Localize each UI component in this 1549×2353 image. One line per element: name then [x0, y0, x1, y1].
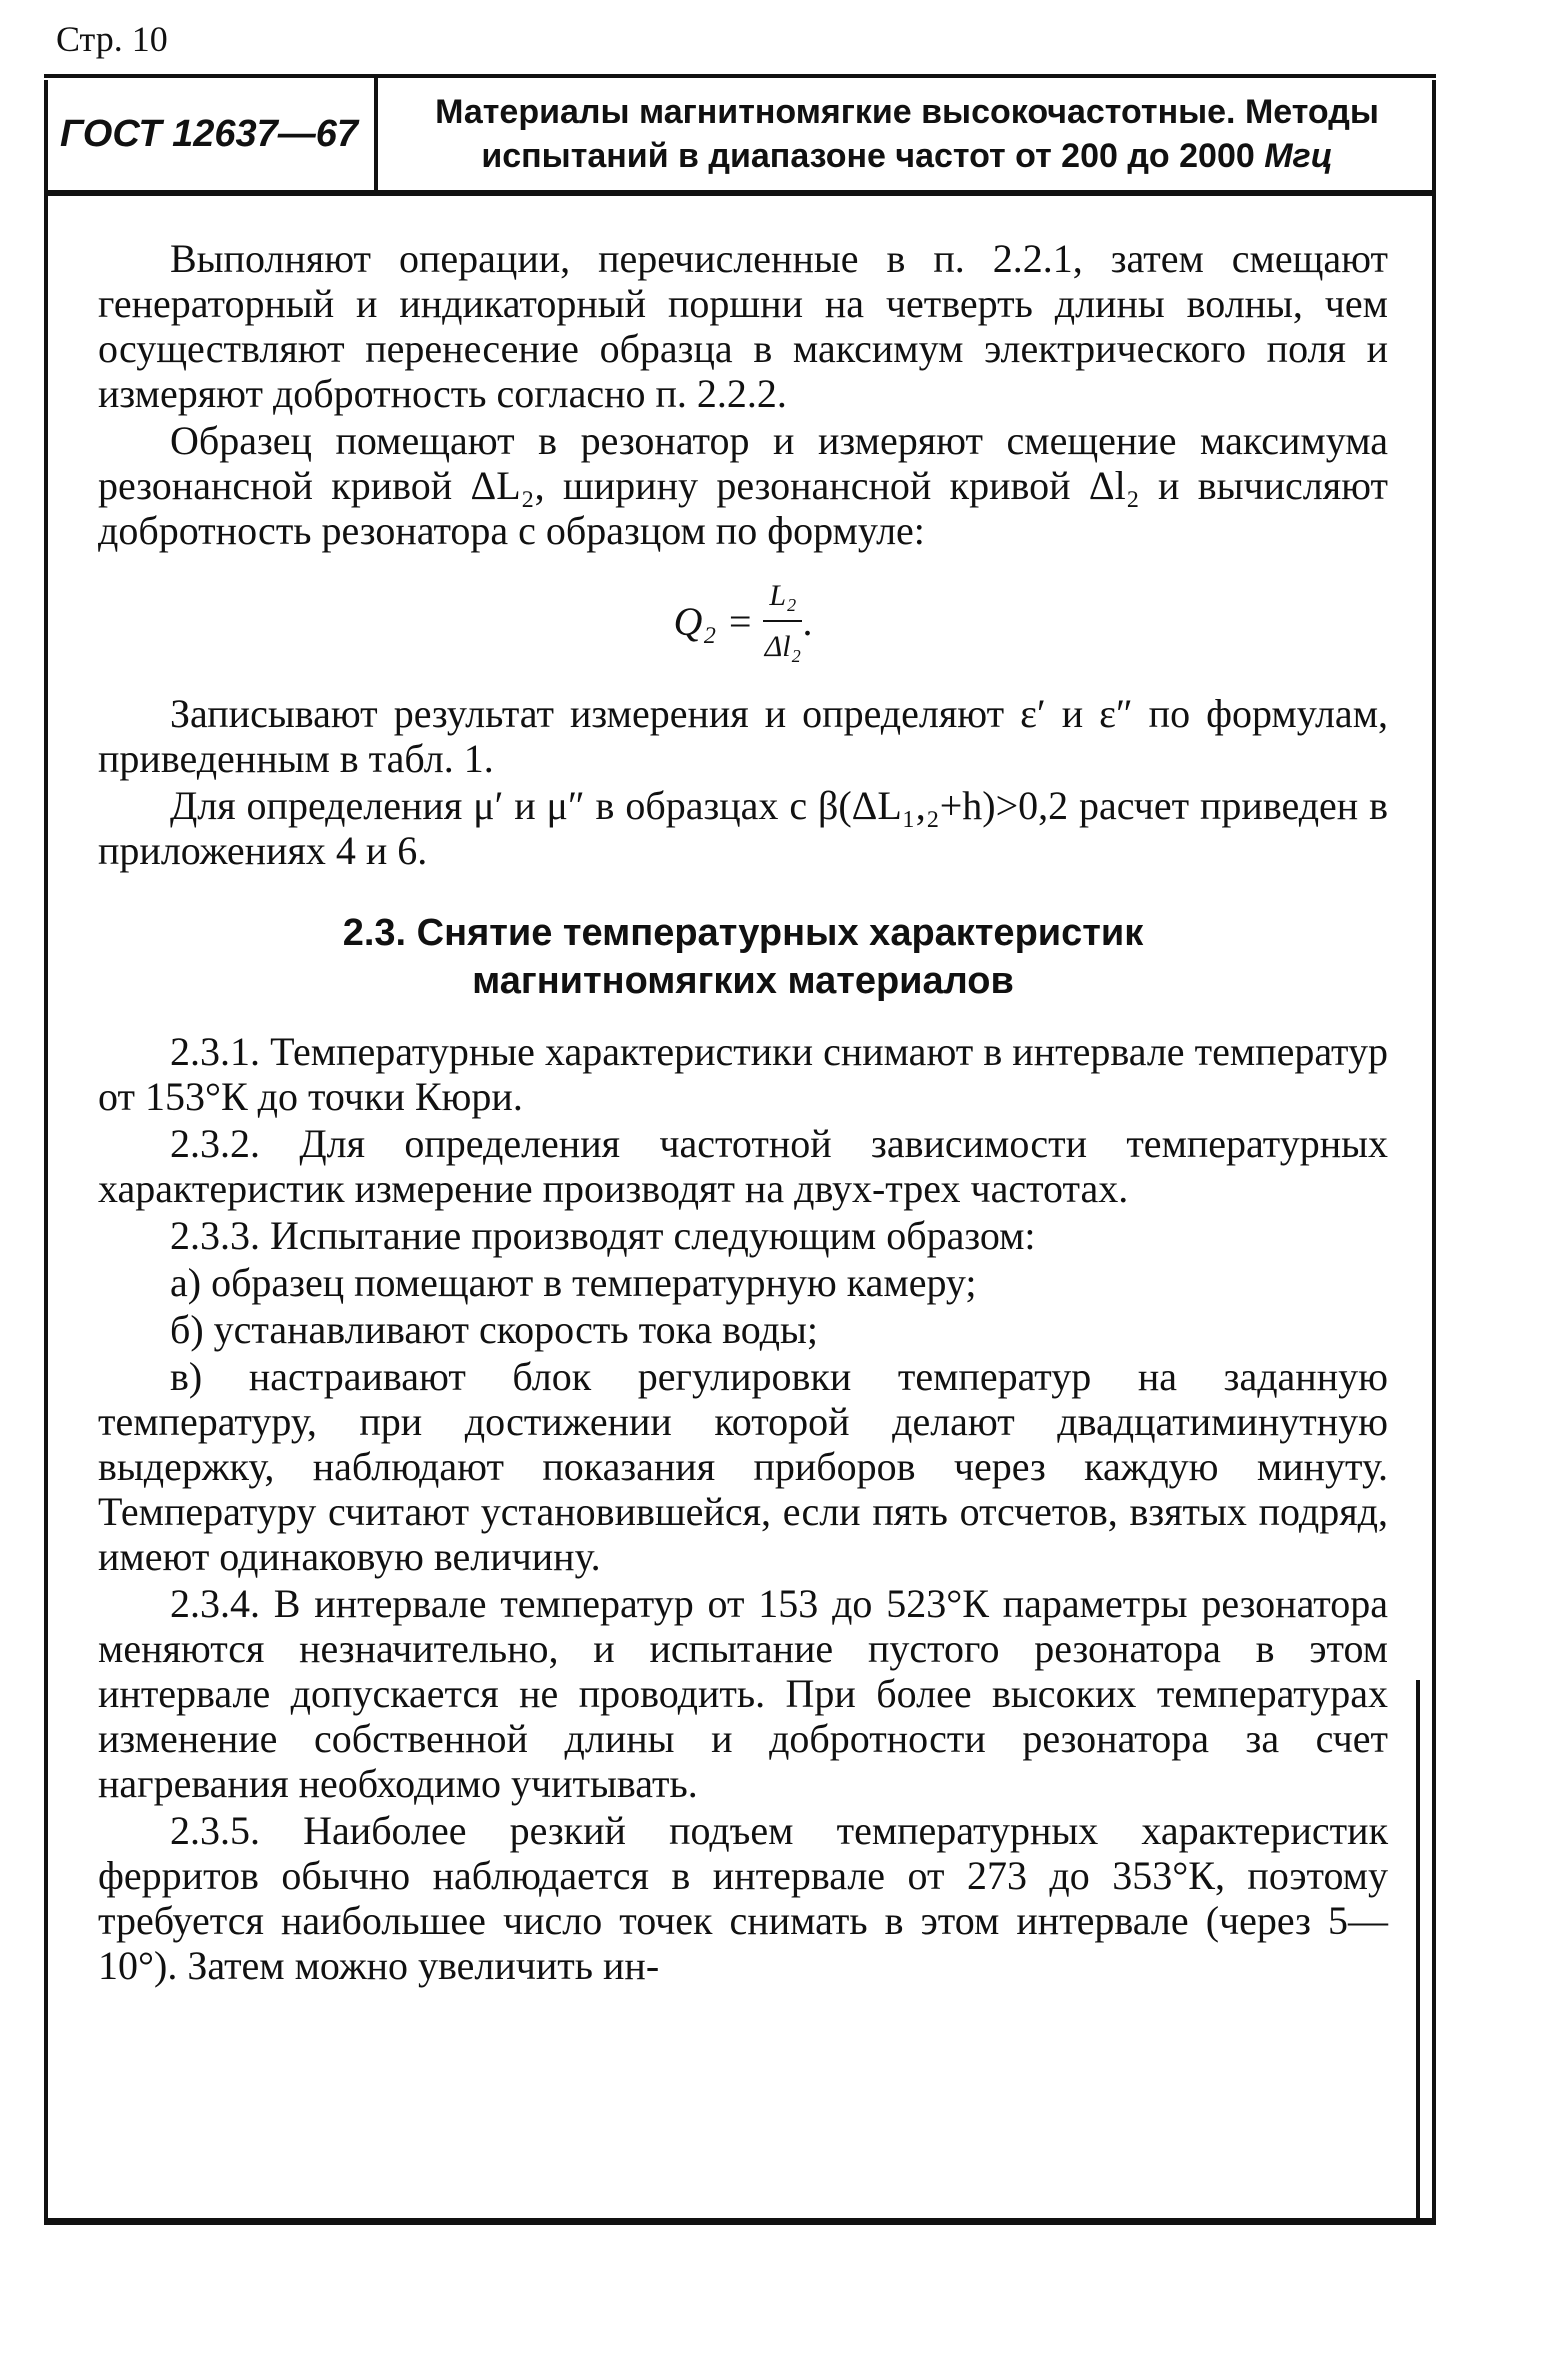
standard-number: [44, 78, 378, 190]
title-line-2: [481, 134, 1332, 178]
list-item-b: б) устанавливают скорость тока воды;: [170, 1307, 818, 1352]
clause-2-3-4: 2.3.4. В интервале температур от 153 до 523°К параметры резонатора меняются незначительно, и испытание пустого резонатора в этом интервале допускается не проводить. При более высоких температурах изменение собственной длины и добротности резонатора за счет нагревания необходимо учитывать.: [98, 1581, 1388, 1806]
title-line-2-text: испытаний в диапазоне частот от 200 до 2000: [481, 137, 1255, 175]
title-unit: Мгц: [1264, 137, 1333, 175]
formula-q2: [98, 571, 1388, 671]
document-header: [44, 74, 1436, 196]
section-title: [98, 909, 1388, 1005]
formula-lhs: Q₂ =: [673, 598, 754, 644]
list-item-a: а) образец помещают в температурную камеру;: [170, 1260, 977, 1305]
paragraph-permeability: Для определения μ′ и μ″ в образцах с β(ΔL₁,₂+h)>0,2 расчет приведен в приложениях 4 и 6.: [98, 783, 1388, 873]
paragraph-sample: Образец помещают в резонатор и измеряют смещение максимума резонансной кривой ΔL₂, ширину резонансной кривой Δl₂ и вычисляют добротность резонатора с образцом по формуле:: [98, 418, 1388, 553]
paragraph-operations: Выполняют операции, перечисленные в п. 2.2.1, затем смещают генераторный и индикаторный поршни на четверть длины волны, чем осуществляют перенесение образца в максимум электрического поля и измеряют добротность согласно п. 2.2.2.: [98, 236, 1388, 416]
list-item-c: в) настраивают блок регулировки температур на заданную температуру, при достижении которой делают двадцатиминутную выдержку, наблюдают показания приборов через каждую минуту. Температуру считают установившейся, если пять отсчетов, взятых подряд, имеют одинаковую величину.: [98, 1354, 1388, 1579]
clause-2-3-3: 2.3.3. Испытание производят следующим образом:: [170, 1213, 1036, 1258]
document-title: [378, 78, 1436, 190]
formula-numerator: L₂: [763, 573, 802, 622]
paragraph-record: Записывают результат измерения и определяют ε′ и ε″ по формулам, приведенным в табл. 1.: [98, 691, 1388, 781]
formula-tail: .: [802, 598, 813, 644]
clause-2-3-1: 2.3.1. Температурные характеристики снимают в интервале температур от 153°К до точки Кюри.: [98, 1029, 1388, 1119]
formula-denominator: Δl₂: [764, 630, 802, 663]
clause-2-3-2: 2.3.2. Для определения частотной зависимости температурных характеристик измерение производят на двух-трех частотах.: [98, 1121, 1388, 1211]
section-title-line-1: 2.3. Снятие температурных характеристик: [342, 912, 1144, 954]
side-rule: [1416, 1680, 1420, 2220]
page-number: Стр. 10: [56, 19, 168, 59]
title-line-1: Материалы магнитномягкие высокочастотные. Методы: [435, 93, 1379, 131]
main-content: [98, 236, 1388, 1988]
standard-number-text: ГОСТ 12637—67: [59, 112, 359, 155]
formula-fraction: [763, 573, 802, 669]
clause-2-3-5: 2.3.5. Наиболее резкий подъем температурных характеристик ферритов обычно наблюдается в интервале от 273 до 353°К, поэтому требуется наибольшее число точек снимать в этом интервале (через 5—10°). Затем можно увеличить ин-: [98, 1808, 1388, 1988]
section-title-line-2: магнитномягких материалов: [472, 960, 1014, 1002]
